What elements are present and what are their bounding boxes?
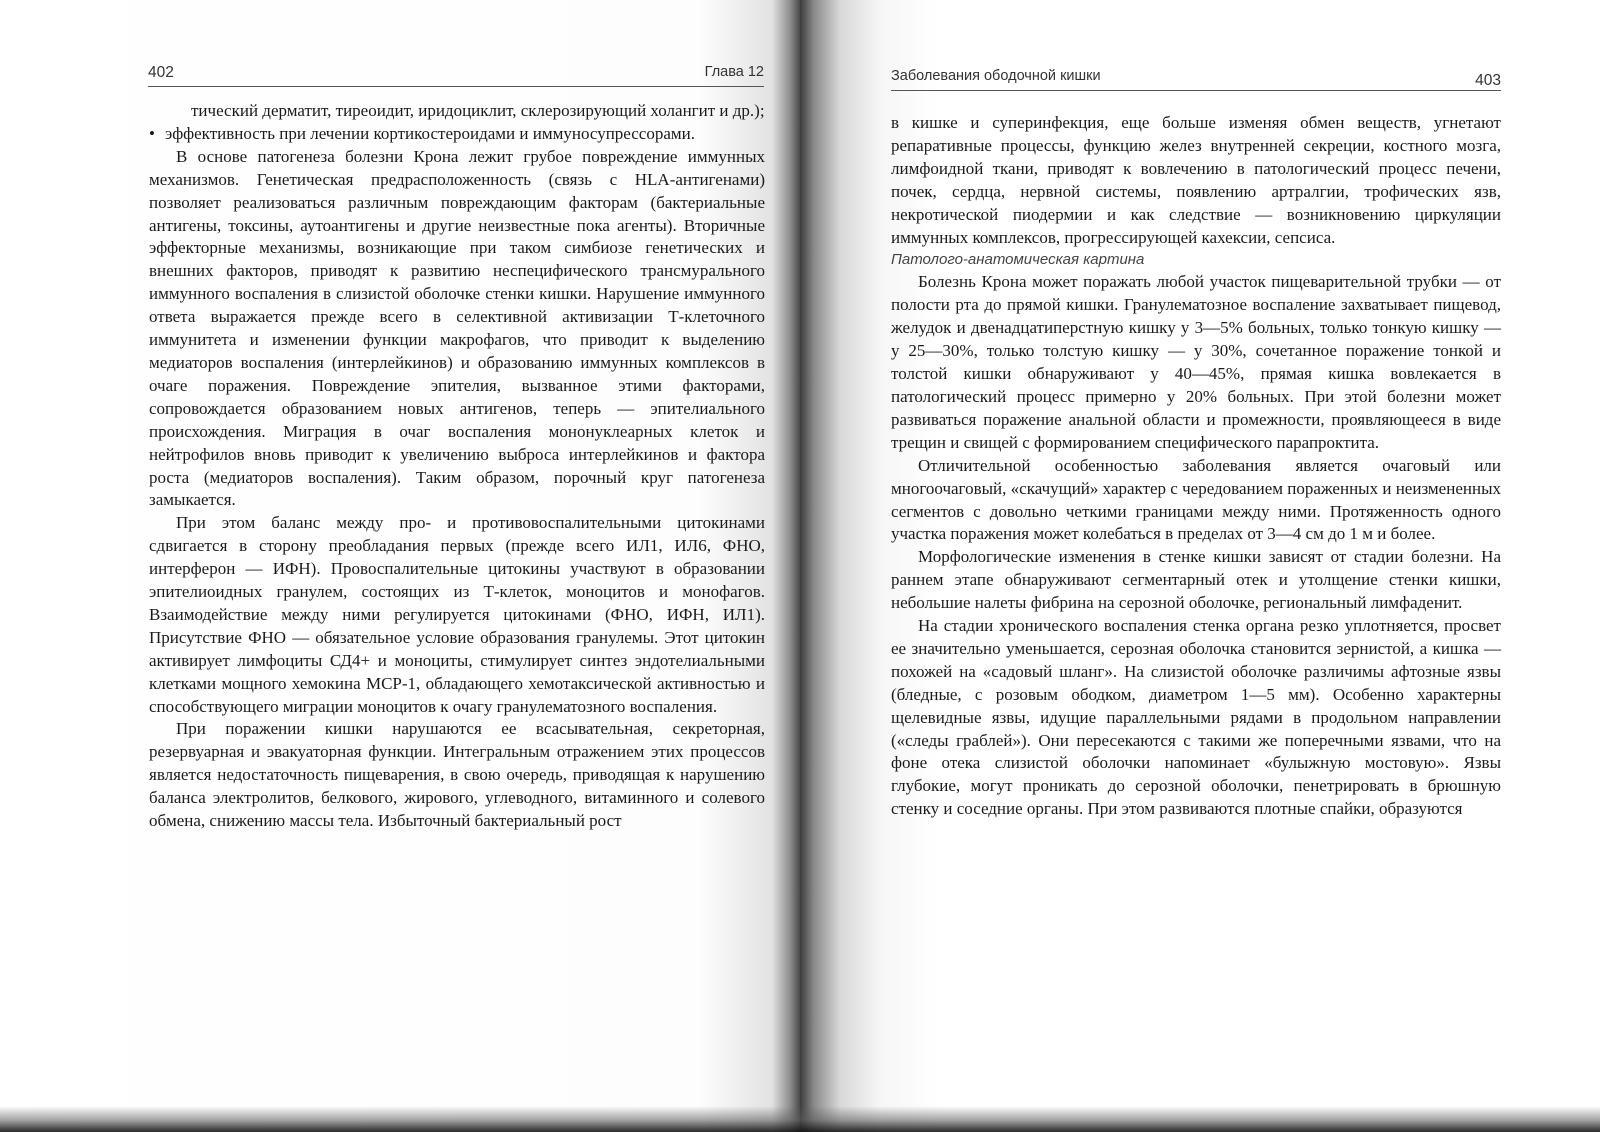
left-page-text — [149, 100, 765, 833]
running-head-right — [891, 64, 1501, 91]
bullet-item: • эффективность при лечении кортикостероидами и иммуносупрессорами. — [149, 123, 765, 146]
paragraph: На стадии хронического воспаления стенка органа резко уплотняется, просвет ее значительно уменьшается, серозная оболочка становится зернистой, а кишка — похожей на «садовый шланг». На слизистой оболочке различимы афтозные язвы (бледные, с розовым ободком, диаметром 1—5 мм). Особенно характерны щелевидные язвы, идущие параллельными рядами в продольном направлении («следы граблей»). Они пересекаются с такими же поперечными язвами, что на фоне отека слизистой оболочки напоминает «булыжную мостовую». Язвы глубокие, могут проникать до серозной оболочки, пенетрировать в брюшную стенку и соседние органы. При этом развиваются плотные спайки, образуются — [891, 616, 1501, 819]
right-page-text — [891, 112, 1501, 821]
paragraph: в кишке и суперинфекция, еще больше изменяя обмен веществ, угнетают репаративные процессы, функцию желез внутренней секреции, костного мозга, лимфоидной ткани, приводят к вовлечению в патологический процесс печени, почек, сердца, нервной системы, появлению артралгии, трофических язв, некротической пиодермии и как следствие — возникновению циркуляции иммунных комплексов, прогрессирующей кахексии, сепсиса. — [891, 113, 1501, 247]
paragraph: При поражении кишки нарушаются ее всасывательная, секреторная, резервуарная и эвакуаторная функции. Интегральным отражением этих процессов является недостаточность пищеварения, в свою очередь, приводящая к нарушению баланса электролитов, белкового, жирового, углеводного, витаминного и солевого обмена, снижению массы тела. Избыточный бактериальный рост — [149, 719, 765, 831]
section-title: Заболевания ободочной кишки — [891, 68, 1101, 84]
paragraph: Отличительной особенностью заболевания является очаговый или многоочаговый, «скачущий» характер с чередованием пораженных и неизмененных сегментов с довольно четкими границами между ними. Протяженность одного участка поражения может колебаться в пределах от 3—4 см до 1 м и более. — [891, 455, 1501, 544]
running-head-left — [148, 60, 764, 87]
continued-list-item: тический дерматит, тиреоидит, иридоциклит, склерозирующий холангит и др.); — [191, 101, 765, 120]
subheading: Патолого-анатомическая картина — [891, 251, 1145, 269]
right-page — [800, 0, 1600, 1132]
chapter-title: Глава 12 — [704, 64, 764, 80]
page-number-right: 403 — [1475, 72, 1501, 89]
paragraph: Морфологические изменения в стенке кишки зависят от стадии болезни. На раннем этапе обнаруживают сегментарный отек и утолщение стенки кишки, небольшие налеты фибрина на серозной оболочке, региональный лимфаденит. — [891, 547, 1501, 613]
paragraph: Болезнь Крона может поражать любой участок пищеварительной трубки — от полости рта до прямой кишки. Гранулематозное воспаление захватывает пищевод, желудок и двенадцатиперстную кишку у 3—5% больных, только тонкую кишку — у 25—30%, только толстую кишку — у 30%, сочетанное поражение тонкой и толстой кишки обнаруживают у 40—45%, прямая кишка вовлекается в патологический процесс примерно у 20% больных. При этой болезни может развиваться поражение анальной области и промежности, проявляющееся в виде трещин и свищей с формированием специфического парапроктита. — [891, 272, 1501, 452]
paragraph: При этом баланс между про- и противовоспалительными цитокинами сдвигается в сторону преобладания первых (прежде всего ИЛ1, ИЛ6, ФНО, интерферон — ИФН). Провоспалительные цитокины участвуют в образовании эпителиоидных гранулем, состоящих из Т-клеток, моноцитов и монофагов. Взаимодействие между ними регулируется цитокинами (ФНО, ИФН, ИЛ1). Присутствие ФНО — обязательное условие образования гранулемы. Этот цитокин активирует лимфоциты СД4+ и моноциты, стимулирует синтез эндотелиальными клетками мощного хемокина МСР-1, обладающего хемотаксической активностью и способствующего миграции моноцитов к очагу гранулематозного воспаления. — [149, 513, 765, 716]
paragraph: В основе патогенеза болезни Крона лежит грубое повреждение иммунных механизмов. Генетическая предрасположенность (связь с HLA-антигенами) позволяет реализоваться различным повреждающим факторам (бактериальные антигены, токсины, аутоантигены и другие неизвестные пока агенты). Вторичные эффекторные механизмы, возникающие при таком симбиозе генетических и внешних факторов, приводят к развитию неспецифического трансмурального иммунного воспаления в слизистой оболочке стенки кишки. Нарушение иммунного ответа выражается прежде всего в селективной активизации Т-клеточного иммунитета и изменении функции макрофагов, что приводит к выделению медиаторов воспаления (интерлейкинов) и образованию иммунных комплексов в очаге поражения. Повреждение эпителия, вызванное этими факторами, сопровождается образованием новых антигенов, теперь — эпителиального происхождения. Миграция в очаг воспаления мононуклеарных клеток и нейтрофилов вновь приводит к увеличению выброса интерлейкинов и фактора роста (медиаторов воспаления). Таким образом, порочный круг патогенеза замыкается. — [149, 146, 765, 510]
scan-bottom-shadow — [0, 1106, 1600, 1132]
page-number-left: 402 — [148, 64, 174, 81]
